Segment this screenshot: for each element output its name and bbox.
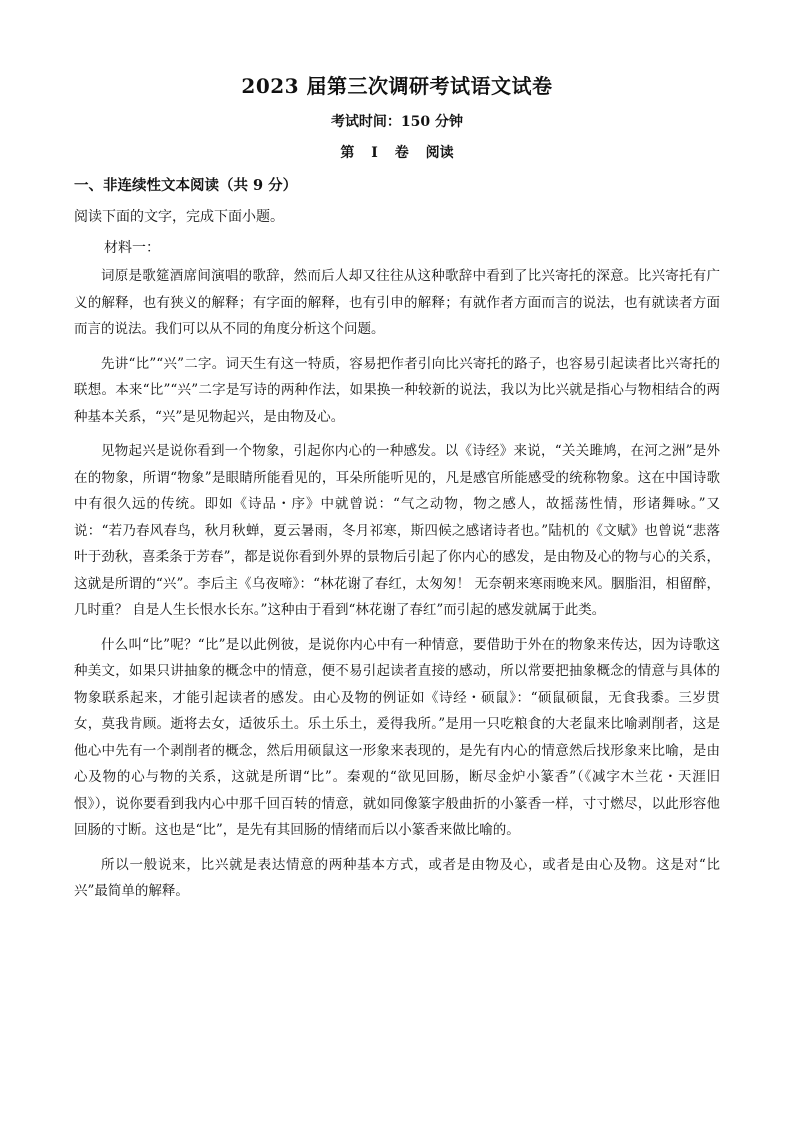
material-body (74, 263, 720, 913)
exam-time: 考试时间：150 分钟 (330, 114, 464, 130)
paragraph: 什么叫“比”呢？“比”是以此例彼，是说你内心中有一种情意，要借助于外在的物象来传达，因为诗歌这种美文，如果只讲抽象的概念中的情意，便不易引起读者直接的感动，所以常要把抽象概念的情意与具体的物象联系起来，才能引起读者的感发。由心及物的例证如《诗经・硕鼠》：“硕鼠硕鼠，无食我黍。三岁贯女，莫我肯顾。逝将去女，适彼乐土。乐土乐土，爰得我所。”是用一只吃粮食的大老鼠来比喻剥削者，这是他心中先有一个剥削者的概念，然后用硕鼠这一形象来表现的，是先有内心的情意然后找形象来比喻，是由心及物的心与物的关系，这就是所谓“比”。秦观的“欲见回肠，断尽金炉小篆香”（《减字木兰花・天涯旧恨》），说你要看到我内心中那千回百转的情意，就如同像篆字般曲折的小篆香一样，寸寸燃尽，以此形容他回肠的寸断。这也是“比”，是先有其回肠的情绪而后以小篆香来做比喻的。 (74, 636, 720, 838)
paragraph: 先讲“比”“兴”二字。词天生有这一特质，容易把作者引向比兴寄托的路子，也容易引起读者比兴寄托的联想。本来“比”“兴”二字是写诗的两种作法，如果换一种较新的说法，我以为比兴就是指心与物相结合的两种基本关系，“兴”是见物起兴，是由物及心。 (74, 355, 720, 425)
paragraph: 见物起兴是说你看到一个物象，引起你内心的一种感发。以《诗经》来说，“关关雎鸠，在河之洲”是外在的物象，所谓“物象”是眼睛所能看见的，耳朵所能听见的，凡是感官所能感受的统称物象。这在中国诗歌中有很久远的传统。即如《诗品・序》中就曾说：“气之动物，物之感人，故摇荡性情，形诸舞咏。”又说：“若乃春风春鸟，秋月秋蝉，夏云暑雨，冬月祁寒，斯四候之感诸诗者也。”陆机的《文赋》也曾说“悲落叶于劲秋，喜柔条于芳春”，都是说你看到外界的景物后引起了你内心的感发，是由物及心的物与心的关系，这就是所谓的“兴”。李后主《乌夜啼》：“林花谢了春红，太匆匆！ 无奈朝来寒雨晚来风。胭脂泪，相留醉，几时重？ 自是人生长恨水长东。”这种由于看到“林花谢了春红”而引起的感发就属于此类。 (74, 443, 720, 618)
section-heading: 一、非连续性文本阅读（共 9 分） (74, 177, 298, 194)
exam-title: 2023 届第三次调研考试语文试卷 (241, 74, 553, 98)
paragraph: 所以一般说来，比兴就是表达情意的两种基本方式，或者是由物及心，或者是由心及物。这是对“比兴”最简单的解释。 (74, 856, 720, 899)
reading-instruction: 阅读下面的文字，完成下面小题。 (74, 209, 284, 225)
material-label: 材料一： (104, 240, 160, 256)
part-heading: 第 I 卷 阅读 (340, 145, 454, 161)
paragraph: 词原是歌筵酒席间演唱的歌辞，然而后人却又往往从这种歌辞中看到了比兴寄托的深意。比兴寄托有广义的解释，也有狭义的解释；有字面的解释，也有引申的解释；有就作者方面而言的说法，也有就读者方面而言的说法。我们可以从不同的角度分析这个问题。 (74, 268, 720, 337)
